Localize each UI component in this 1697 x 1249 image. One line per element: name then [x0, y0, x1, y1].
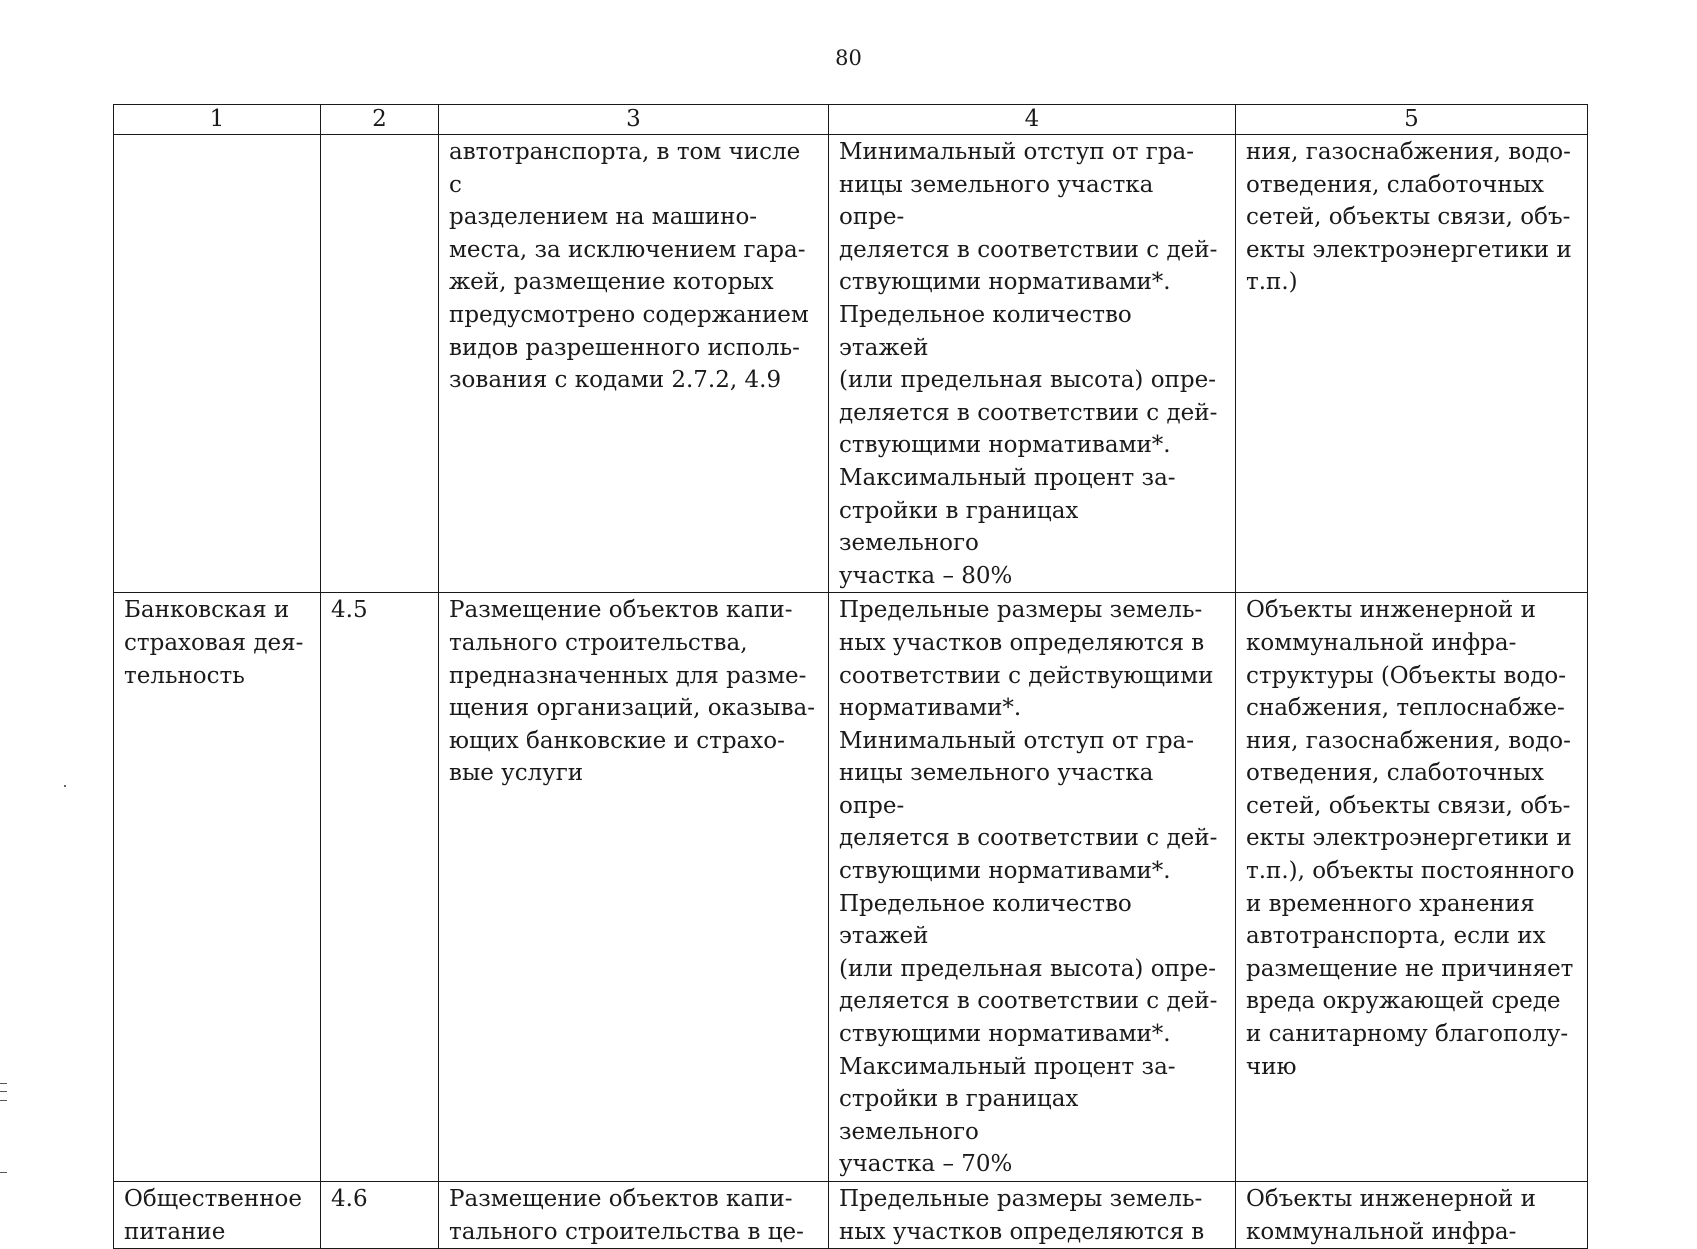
header-col-3: 3	[439, 105, 829, 135]
header-row	[114, 105, 1588, 135]
cell-auxiliary-uses: ния, газоснабжения, водо- отведения, слаботочных сетей, объекты связи, объ- екты электроэнергетики и т.п.)	[1236, 135, 1588, 593]
cell-auxiliary-uses: Объекты инженерной и коммунальной инфра- структуры (Объекты водо- снабжения, теплоснабже- ния, газоснабжения, водо- отведения, слаботочных сетей, объекты связи, объ- екты электроэнергетики и т.п.), объекты постоянного и временного хранения автотранспорта, если их размещение не причиняет вреда окружающей среде и санитарному благополу- чию	[1236, 593, 1588, 1182]
cell-use-description: Размещение объектов капи- тального строительства в це-	[439, 1182, 829, 1249]
cell-parameters: Минимальный отступ от гра- ницы земельного участка опре- деляется в соответствии с дей- ствующими нормативами*. Предельное количество этажей (или предельная высота) опре- деляется в соответствии с дей- ствующими нормативами*. Максимальный процент за- стройки в границах земельного участка – 80%	[829, 135, 1236, 593]
header-col-5: 5	[1236, 105, 1588, 135]
cell-use-name: Банковская и страховая дея- тельность	[114, 593, 321, 1182]
table-row	[114, 1182, 1588, 1249]
cell-use-name	[114, 135, 321, 593]
scan-speck	[64, 785, 66, 787]
cell-use-code	[321, 135, 439, 593]
margin-mark	[0, 1083, 7, 1101]
land-use-table	[113, 104, 1588, 1249]
cell-use-code: 4.5	[321, 593, 439, 1182]
margin-dash	[0, 1172, 7, 1173]
cell-auxiliary-uses: Объекты инженерной и коммунальной инфра-	[1236, 1182, 1588, 1249]
table-row	[114, 135, 1588, 593]
cell-use-description: автотранспорта, в том числе с разделением на машино- места, за исключением гара- жей, размещение которых предусмотрено содержанием видов разрешенного исполь- зования с кодами 2.7.2, 4.9	[439, 135, 829, 593]
header-col-1: 1	[114, 105, 321, 135]
cell-parameters: Предельные размеры земель- ных участков определяются в соответствии с действующими нормативами*. Минимальный отступ от гра- ницы земельного участка опре- деляется в соответствии с дей- ствующими нормативами*. Предельное количество этажей (или предельная высота) опре- деляется в соответствии с дей- ствующими нормативами*. Максимальный процент за- стройки в границах земельного участка – 70%	[829, 593, 1236, 1182]
header-col-4: 4	[829, 105, 1236, 135]
cell-use-description: Размещение объектов капи- тального строительства, предназначенных для разме- щения организаций, оказыва- ющих банковские и страхо- вые услуги	[439, 593, 829, 1182]
cell-parameters: Предельные размеры земель- ных участков определяются в	[829, 1182, 1236, 1249]
header-col-2: 2	[321, 105, 439, 135]
table-row	[114, 593, 1588, 1182]
cell-use-code: 4.6	[321, 1182, 439, 1249]
cell-use-name: Общественное питание	[114, 1182, 321, 1249]
page-number: 80	[835, 46, 862, 70]
